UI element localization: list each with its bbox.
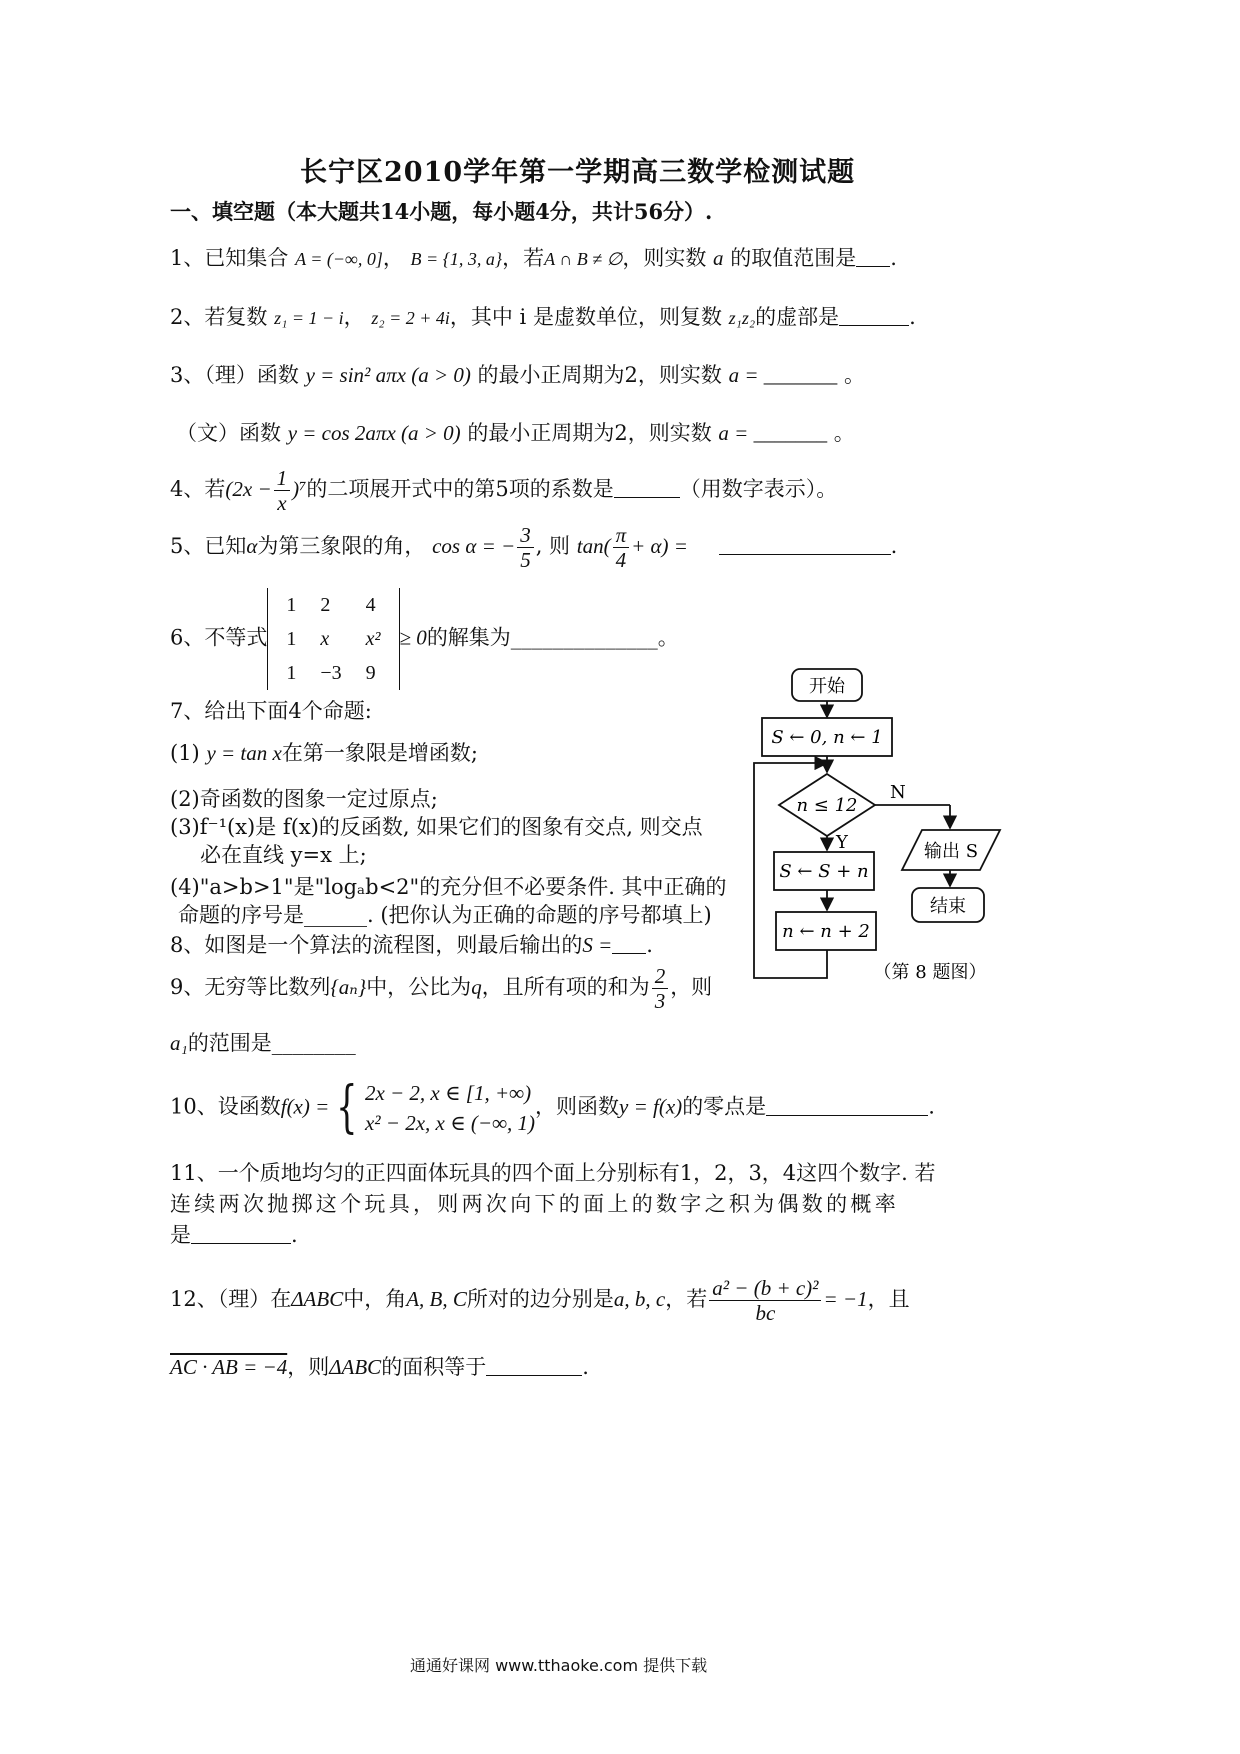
- q-text: 中，角: [343, 1287, 407, 1311]
- q-text: 的面积等于: [381, 1355, 487, 1379]
- math-fraction: [517, 523, 534, 572]
- fraction-denominator: bc: [755, 1301, 776, 1325]
- q-number: 8、: [170, 933, 205, 957]
- matrix-cell: −3: [320, 662, 342, 684]
- fraction-numerator: 3: [517, 523, 534, 548]
- math-tan: y = tan x: [206, 741, 282, 765]
- math-product: z₁z₂: [728, 308, 756, 328]
- math-fraction: [613, 523, 630, 572]
- q-number: 6、: [170, 625, 205, 650]
- math-alpha: α: [246, 534, 258, 558]
- q-number: 9、: [170, 975, 205, 999]
- q-text: 为第三象限的角，: [257, 534, 426, 558]
- matrix-cell: 1: [286, 594, 297, 616]
- section-heading: 一、填空题（本大题共14小题，每小题4分，共计56分）.: [170, 199, 713, 224]
- question-2: [170, 302, 916, 333]
- matrix-cell: 1: [286, 662, 297, 684]
- fraction-numerator: 2: [652, 964, 669, 989]
- question-1: [170, 243, 897, 274]
- answer-blank[interactable]: [719, 532, 891, 555]
- math-eq: = −1: [823, 1287, 868, 1311]
- q-text: 。: [833, 421, 855, 445]
- question-3-arts: [176, 418, 855, 448]
- flowchart: [740, 660, 1020, 990]
- q-text: ，则: [287, 1355, 330, 1379]
- matrix-cell: 2: [320, 594, 331, 616]
- answer-blank[interactable]: [486, 1353, 582, 1376]
- q-number: 3、: [170, 363, 205, 387]
- question-11-line2: 连续两次抛掷这个玩具，则两次向下的面上的数字之积为偶数的概率: [170, 1192, 899, 1216]
- answer-blank[interactable]: [612, 931, 646, 954]
- proposition-3b: 必在直线 y=x 上;: [200, 843, 367, 867]
- q-text: , 则: [535, 534, 571, 558]
- question-6: [170, 588, 679, 690]
- question-9: [170, 964, 712, 1013]
- math-fraction: [274, 466, 291, 515]
- flow-step2-label: n ← n + 2: [782, 921, 870, 942]
- fraction-denominator: 3: [654, 989, 666, 1013]
- flow-condition-label: n ≤ 12: [796, 795, 858, 816]
- q-text: ，: [343, 305, 365, 329]
- q-text: 设函数: [217, 1094, 281, 1119]
- footer: 通通好课网 www.tthaoke.com 提供下载: [410, 1656, 708, 1675]
- q-text: .: [890, 534, 898, 558]
- q-text: 若: [204, 477, 226, 501]
- q-number: 2、: [170, 305, 205, 329]
- proposition-1: [170, 738, 478, 768]
- flow-step1-label: S ← S + n: [779, 861, 869, 882]
- math-setB: B = {1, 3, a}: [410, 249, 503, 269]
- answer-blank[interactable]: a = _______: [718, 421, 828, 445]
- math-tan: tan(: [576, 534, 611, 558]
- answer-blank[interactable]: [856, 244, 890, 267]
- math-cos: cos α = −: [432, 534, 516, 558]
- math-sequence: {aₙ}: [330, 975, 367, 999]
- q-text: （理）函数: [204, 363, 299, 387]
- q-text: .: [909, 305, 916, 329]
- q-text: 的最小正周期为2，则实数: [477, 363, 722, 387]
- math-condition: A ∩ B ≠ ∅: [544, 249, 623, 269]
- fraction-numerator: a² − (b + c)²: [709, 1276, 821, 1301]
- q-text: ，则函数: [535, 1094, 620, 1119]
- matrix-cell: 4: [365, 594, 376, 616]
- proposition-2: (2)奇函数的图象一定过原点;: [170, 787, 438, 811]
- question-11-line1: 11、一个质地均匀的正四面体玩具的四个面上分别标有1，2，3，4这四个数字. 若: [170, 1161, 936, 1185]
- answer-blank[interactable]: a = _______: [728, 363, 838, 387]
- matrix-cell: x: [320, 628, 330, 650]
- matrix-cell: x²: [365, 628, 381, 650]
- q-text: .: [291, 1223, 298, 1247]
- q-text: 如图是一个算法的流程图，则最后输出的: [204, 933, 583, 957]
- answer-blank[interactable]: [839, 303, 909, 326]
- flow-yes-label: Y: [836, 832, 848, 853]
- flow-init-label: S ← 0, n ← 1: [771, 727, 883, 748]
- q-number: 7、: [170, 699, 205, 723]
- q-text: (1): [170, 741, 200, 765]
- flow-caption: （第 8 题图）: [873, 962, 987, 983]
- q-text: ，: [382, 246, 404, 270]
- q-text: 的取值范围是: [730, 246, 857, 270]
- q-text: （文）函数: [176, 421, 281, 445]
- q-text: 。: [843, 363, 865, 387]
- flow-no-label: N: [890, 782, 906, 803]
- math-function: y = sin² aπx (a > 0): [305, 363, 471, 387]
- math-q: q: [471, 975, 482, 999]
- q-text: 所对的边分别是: [466, 1287, 614, 1311]
- q-text: 给出下面4个命题:: [204, 699, 372, 723]
- q-text: ，且所有项的和为: [481, 975, 650, 999]
- piecewise: [365, 1078, 535, 1138]
- math-fx: f(x) =: [280, 1094, 330, 1119]
- math-function: y = cos 2aπx (a > 0): [287, 421, 461, 445]
- question-12-line2: [170, 1352, 589, 1382]
- q-text: 的二项展开式中的第5项的系数是: [306, 477, 614, 501]
- fraction-denominator: 5: [520, 548, 531, 572]
- question-5: [170, 523, 897, 572]
- q-number: 5、: [170, 534, 205, 558]
- answer-blank[interactable]: [614, 475, 680, 498]
- q-text: （用数字表示）。: [679, 477, 838, 501]
- q-text: ，其中 i 是虚数单位，则复数: [449, 305, 722, 329]
- fraction-denominator: x: [277, 491, 287, 515]
- q-text: ，且: [867, 1287, 910, 1311]
- math-fraction: [709, 1276, 821, 1325]
- question-4: [170, 466, 837, 515]
- question-11-line3: [170, 1220, 298, 1250]
- proposition-4a: (4)"a>b>1"是"logₐb<2"的充分但不必要条件. 其中正确的: [170, 875, 727, 899]
- question-7: [170, 696, 372, 726]
- page-title: 长宁区2010学年第一学期高三数学检测试题: [300, 157, 856, 188]
- question-10: [170, 1075, 935, 1140]
- math-sides: a, b, c: [613, 1287, 666, 1311]
- q-text: 无穷等比数列: [204, 975, 331, 999]
- q-text: （理）在: [217, 1287, 292, 1311]
- math-expr: (2x −: [225, 477, 272, 501]
- q-text: .: [928, 1094, 935, 1119]
- math-tan: + α) =: [631, 534, 688, 558]
- matrix-cell: 9: [365, 662, 376, 684]
- q-number: 4、: [170, 477, 205, 501]
- fraction-numerator: 1: [274, 466, 291, 491]
- math-a1: a₁: [170, 1031, 188, 1055]
- q-text: 的解集为______________。: [426, 625, 679, 650]
- math-triangle: ΔABC: [291, 1287, 344, 1311]
- q-text: 在第一象限是增函数;: [281, 741, 478, 765]
- q-text: 若复数: [204, 305, 268, 329]
- q-text: 不等式: [204, 625, 268, 650]
- math-triangle: ΔABC: [329, 1355, 382, 1379]
- q-text: .: [582, 1355, 589, 1379]
- q-number: 10、: [170, 1094, 218, 1119]
- q-text: 的范围是________: [187, 1031, 356, 1055]
- flow-output-label: 输出 S: [923, 841, 979, 862]
- q-text: ，则实数: [622, 246, 707, 270]
- q-text: 中，公比为: [366, 975, 472, 999]
- q-text: ，若: [502, 246, 545, 270]
- q-text: 已知集合: [204, 246, 289, 270]
- q-text: .: [646, 933, 653, 957]
- piecewise-case: x² − 2x, x ∈ (−∞, 1): [364, 1111, 536, 1135]
- flow-end-label: 结束: [930, 896, 966, 917]
- fraction-numerator: π: [613, 523, 630, 548]
- proposition-4b: 命题的序号是______. (把你认为正确的命题的序号都填上): [178, 903, 712, 927]
- proposition-3a: (3)f⁻¹(x)是 f(x)的反函数, 如果它们的图象有交点, 则交点: [170, 815, 703, 839]
- math-expr: )⁷: [292, 477, 307, 501]
- math-vectors: AC · AB = −4: [170, 1355, 288, 1379]
- question-9-line2: [170, 1028, 356, 1058]
- math-angles: A, B, C: [406, 1287, 467, 1311]
- q-text: ，若: [665, 1287, 708, 1311]
- q-text: 是: [170, 1223, 191, 1247]
- flow-start-label: 开始: [809, 676, 845, 697]
- fraction-denominator: 4: [615, 548, 627, 572]
- matrix-cell: 1: [286, 628, 297, 650]
- q-text: ，则: [670, 975, 713, 999]
- math-y: y = f(x): [619, 1094, 683, 1119]
- math-z2: z₂ = 2 + 4i: [371, 308, 450, 328]
- math-ge: ≥ 0: [399, 625, 427, 650]
- answer-blank[interactable]: [766, 1093, 928, 1116]
- q-text: 的虚部是: [755, 305, 840, 329]
- q-number: 12、: [170, 1287, 218, 1311]
- q-number: 1、: [170, 246, 205, 270]
- math-fraction: [652, 964, 669, 1013]
- math-setA: A = (−∞, 0]: [295, 249, 383, 269]
- question-8: [170, 930, 653, 960]
- brace-glyph: {: [336, 1075, 358, 1140]
- piecewise-case: 2x − 2, x ∈ [1, +∞): [364, 1081, 532, 1105]
- question-12: [170, 1276, 910, 1325]
- determinant: [267, 588, 399, 690]
- question-3-science: [170, 360, 865, 390]
- answer-blank[interactable]: [191, 1221, 291, 1244]
- q-text: 的最小正周期为2，则实数: [467, 421, 712, 445]
- math-s: S =: [582, 933, 613, 957]
- q-text: 已知: [204, 534, 247, 558]
- q-text: 的零点是: [682, 1094, 767, 1119]
- math-var: a: [713, 246, 724, 270]
- math-z1: z₁ = 1 − i: [274, 308, 344, 328]
- q-text: .: [890, 246, 897, 270]
